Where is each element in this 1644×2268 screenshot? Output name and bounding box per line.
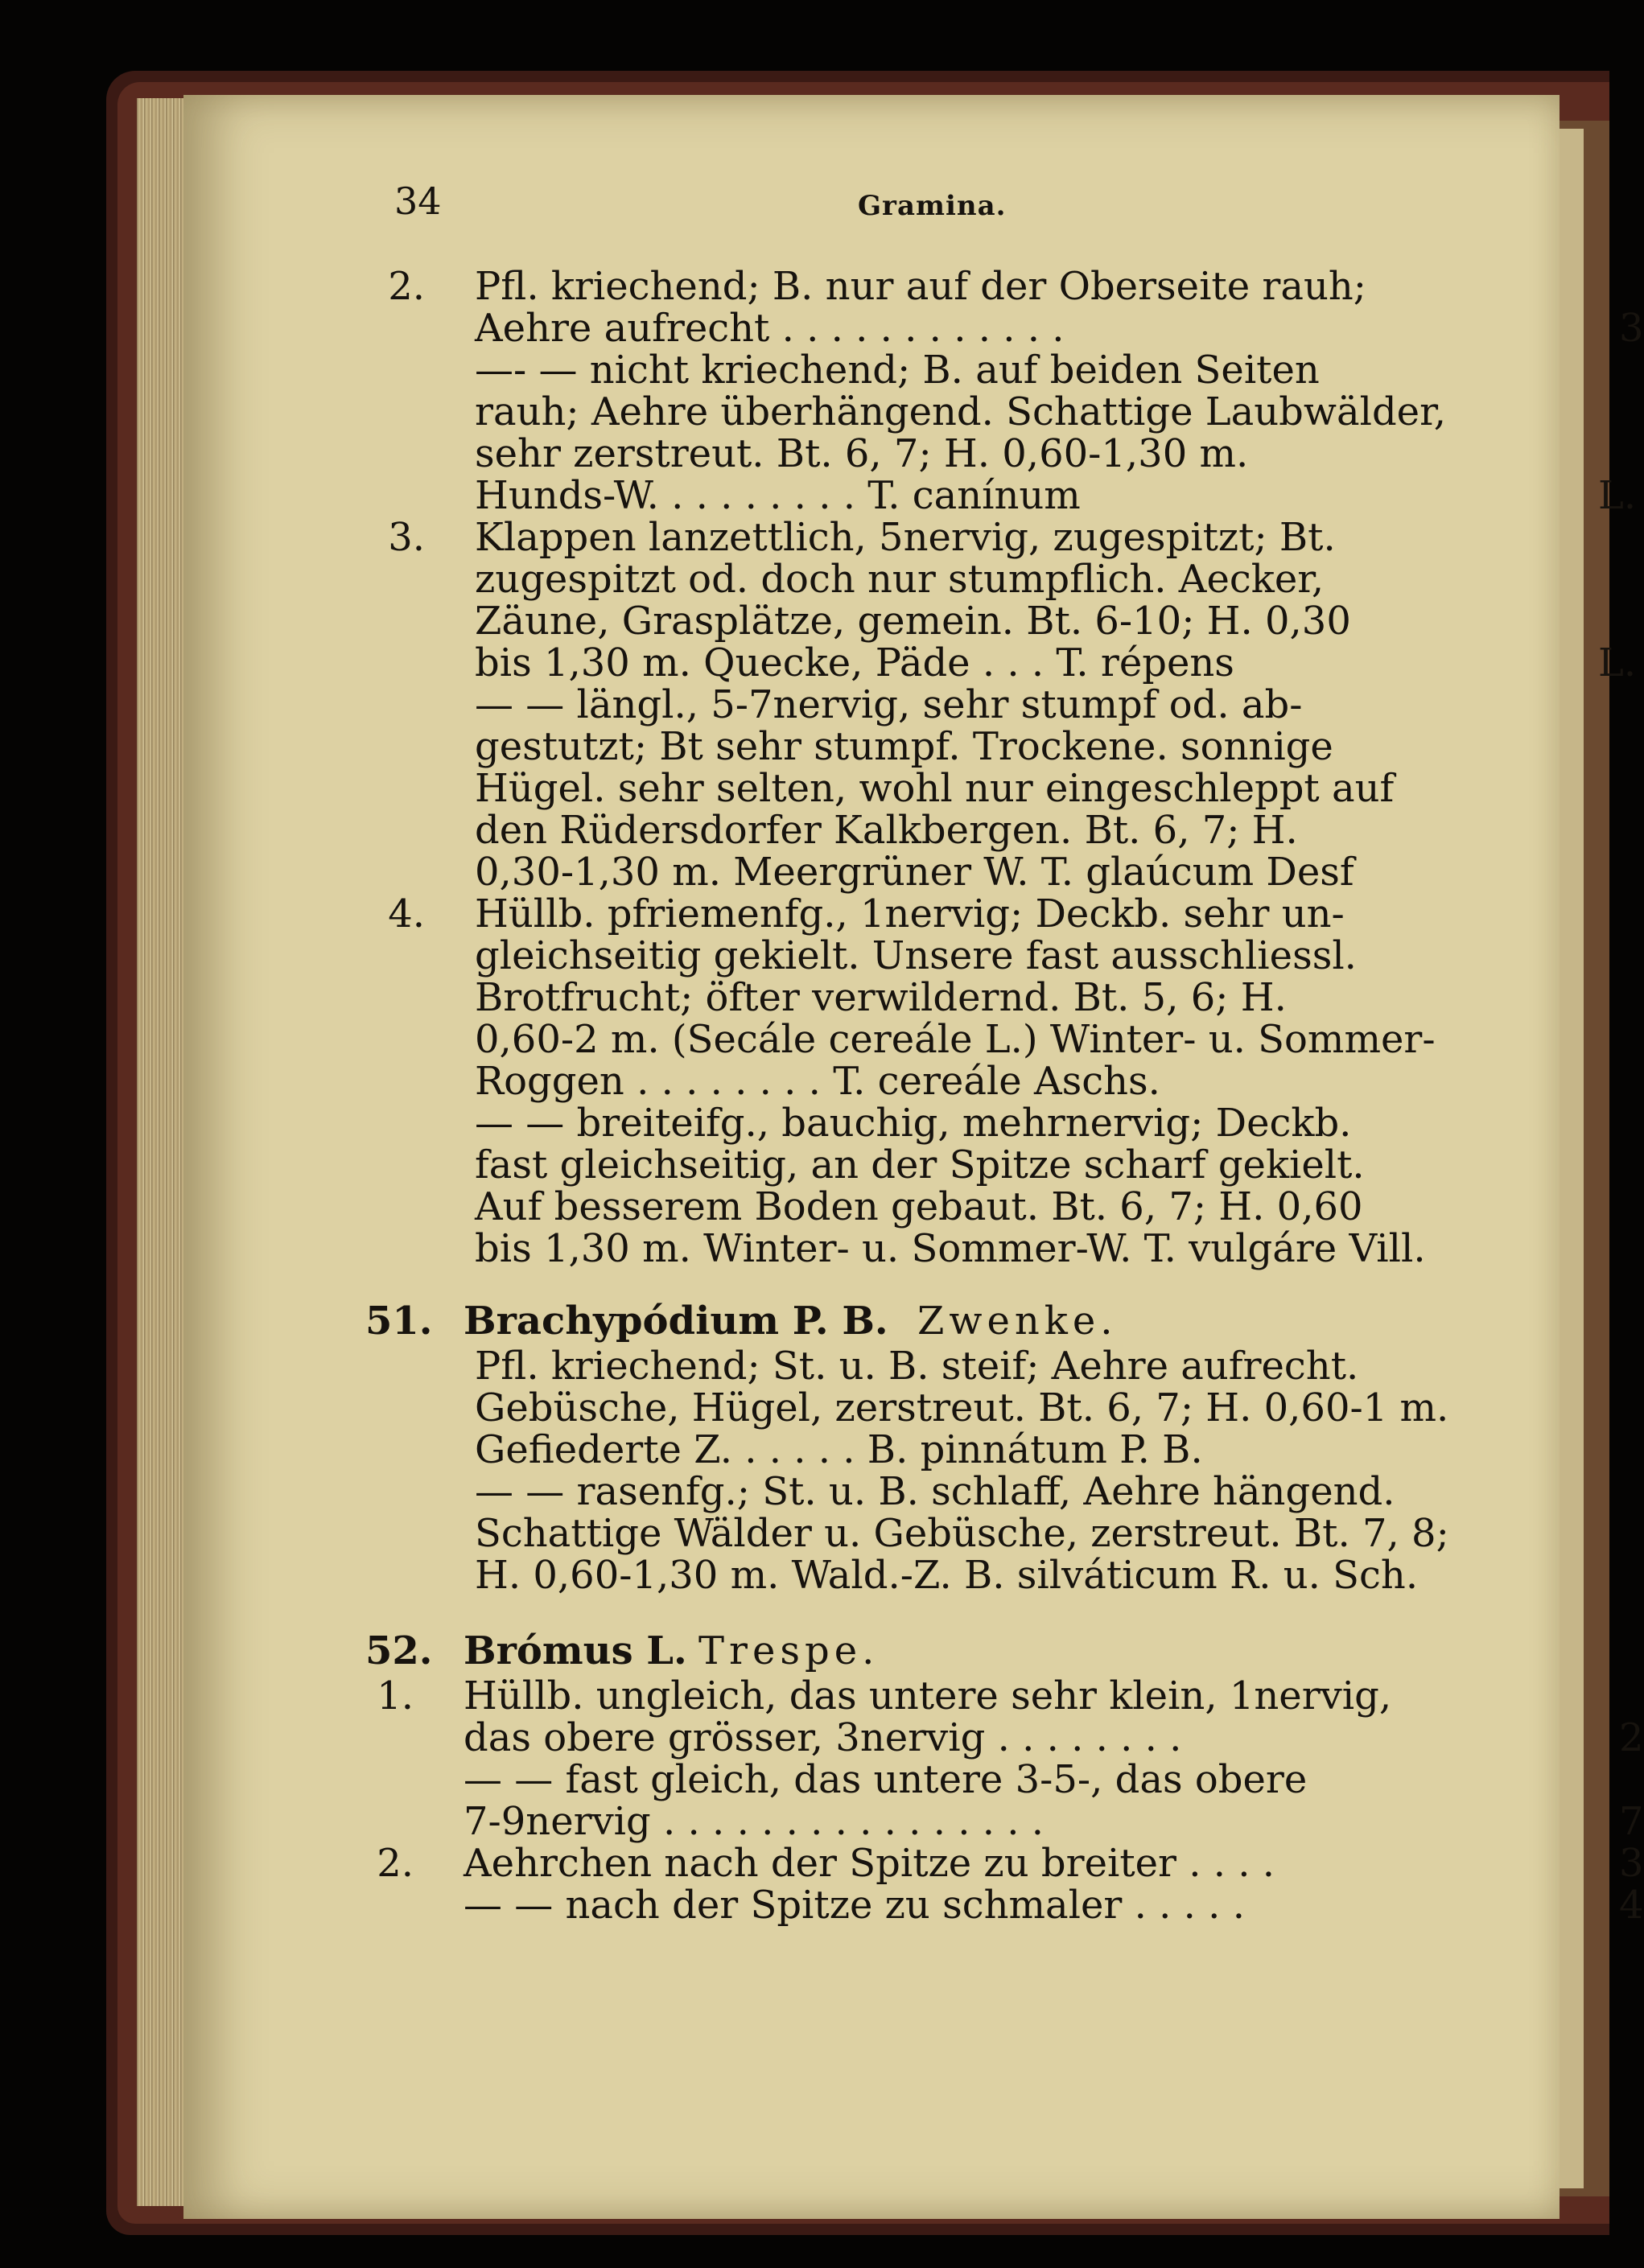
key-reference: 4 <box>1619 1883 1644 1928</box>
text-line: gestutzt; Bt sehr stumpf. Trockene. sonnige <box>475 724 1333 769</box>
text-line: Gefiederte Z. . . . . . B. pinnátum P. B. <box>475 1427 1203 1472</box>
text-line: Auf besserem Boden gebaut. Bt. 6, 7; H. 0,60 <box>475 1184 1363 1229</box>
text-line: 0,60-2 m. (Secále cereále L.) Winter- u. Sommer- <box>475 1017 1436 1062</box>
key-number: 4. <box>388 891 425 936</box>
text-line: — — breiteifg., bauchig, mehrnervig; Deckb. <box>475 1101 1352 1146</box>
text-line: Aehrchen nach der Spitze zu breiter . . . . <box>464 1841 1275 1886</box>
text-line: Aehre aufrecht . . . . . . . . . . . . <box>475 306 1065 351</box>
text-line: — — fast gleich, das untere 3-5-, das obere <box>464 1757 1308 1802</box>
genus-common-name: Trespe. <box>698 1628 880 1673</box>
text-line: — — nach der Spitze zu schmaler . . . . . <box>464 1883 1245 1928</box>
right-page-edge <box>1560 129 1584 2188</box>
text-line: Roggen . . . . . . . . T. cereále Aschs. <box>475 1059 1160 1104</box>
genus-number: 52. <box>365 1628 433 1673</box>
genus-number: 51. <box>365 1299 433 1344</box>
text-line: Hunds-W. . . . . . . . . T. canínum <box>475 473 1081 518</box>
text-line: Gebüsche, Hügel, zerstreut. Bt. 6, 7; H. 0,60-1 m. <box>475 1385 1449 1430</box>
running-title: Gramina. <box>858 190 1007 222</box>
page-number: 34 <box>394 179 442 223</box>
text-line: das obere grösser, 3nervig . . . . . . . . <box>464 1715 1182 1760</box>
text-line: bis 1,30 m. Winter- u. Sommer-W. T. vulgáre Vill. <box>475 1226 1426 1271</box>
genus-name: Brachypódium P. B. <box>464 1299 888 1344</box>
key-number: 3. <box>388 515 425 560</box>
text-line: Klappen lanzettlich, 5nervig, zugespitzt; Bt. <box>475 515 1336 560</box>
text-line: 0,30-1,30 m. Meergrüner W. T. glaúcum Desf <box>475 850 1354 895</box>
genus-name: Brómus L. <box>464 1628 687 1673</box>
key-number: 2. <box>388 264 425 309</box>
text-line: Hügel. sehr selten, wohl nur eingeschleppt auf <box>475 766 1395 811</box>
text-line: Pfl. kriechend; St. u. B. steif; Aehre aufrecht. <box>475 1344 1359 1389</box>
text-line: Zäune, Grasplätze, gemein. Bt. 6-10; H. 0,30 <box>475 599 1351 644</box>
key-reference: 3 <box>1619 1841 1644 1886</box>
text-line: rauh; Aehre überhängend. Schattige Laubwälder, <box>475 389 1447 434</box>
genus-common-name: Zwenke. <box>917 1299 1118 1344</box>
key-reference: 2 <box>1619 1715 1644 1760</box>
text-line: Schattige Wälder u. Gebüsche, zerstreut. Bt. 7, 8; <box>475 1511 1449 1556</box>
text-line: 7-9nervig . . . . . . . . . . . . . . . . <box>464 1799 1044 1844</box>
text-line: Brotfrucht; öfter verwildernd. Bt. 5, 6; H. <box>475 975 1287 1020</box>
author-abbrev: L. <box>1598 473 1637 518</box>
book-page <box>183 95 1644 2219</box>
text-line: gleichseitig gekielt. Unsere fast ausschliessl. <box>475 933 1357 978</box>
text-line: bis 1,30 m. Quecke, Päde . . . T. répens <box>475 640 1234 685</box>
text-line: H. 0,60-1,30 m. Wald.-Z. B. silváticum R. u. Sch. <box>475 1553 1419 1598</box>
text-line: Hüllb. pfriemenfg., 1nervig; Deckb. sehr un- <box>475 891 1345 936</box>
author-abbrev: L. <box>1598 640 1637 685</box>
text-line: Hüllb. ungleich, das untere sehr klein, 1nervig, <box>464 1673 1392 1718</box>
key-number: 1. <box>377 1673 414 1718</box>
text-line: — — rasenfg.; St. u. B. schlaff, Aehre hängend. <box>475 1469 1395 1514</box>
key-reference: 3 <box>1619 306 1644 351</box>
text-line: — — längl., 5-7nervig, sehr stumpf od. ab- <box>475 682 1303 727</box>
key-number: 2. <box>377 1841 414 1886</box>
text-line: den Rüdersdorfer Kalkbergen. Bt. 6, 7; H. <box>475 808 1298 853</box>
text-line: sehr zerstreut. Bt. 6, 7; H. 0,60-1,30 m. <box>475 431 1249 476</box>
text-line: zugespitzt od. doch nur stumpflich. Aecker, <box>475 557 1325 602</box>
text-line: Pfl. kriechend; B. nur auf der Oberseite rauh; <box>475 264 1366 309</box>
key-reference: 7 <box>1619 1799 1644 1844</box>
text-line: fast gleichseitig, an der Spitze scharf gekielt. <box>475 1142 1365 1188</box>
text-line: —- — nicht kriechend; B. auf beiden Seiten <box>475 348 1320 393</box>
